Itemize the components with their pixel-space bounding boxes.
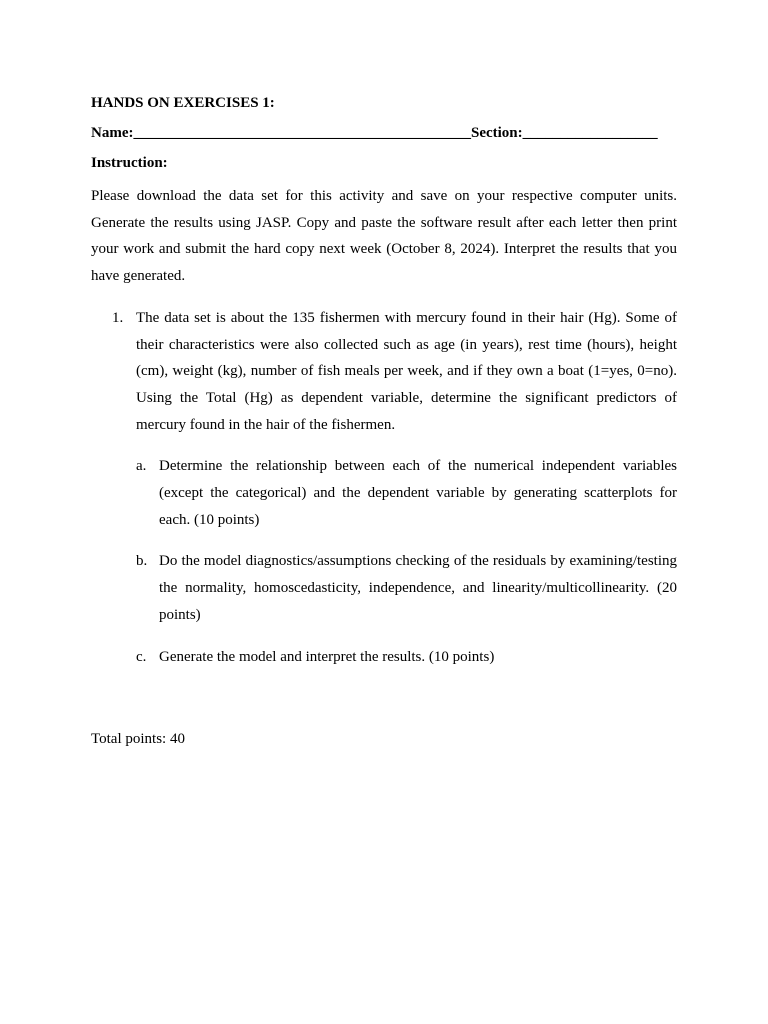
question-list bbox=[91, 305, 677, 670]
sub-item-b bbox=[136, 548, 677, 628]
total-points: Total points: 40 bbox=[91, 731, 185, 748]
sub-item-a bbox=[136, 453, 677, 533]
sub-item-letter: c. bbox=[136, 648, 147, 665]
sub-item-c bbox=[136, 644, 677, 671]
name-section-line: Name:_____________________________________________Section:__________________ bbox=[91, 125, 658, 141]
question-number: 1. bbox=[112, 309, 124, 326]
instruction-text: Please download the data set for this activity and save on your respective computer units. Generate the results using JASP. Copy and paste the software result after each letter then print your work and submit the hard copy next week (October 8, 2024). Interpret the results that you have generated. bbox=[91, 188, 677, 285]
sub-item-letter: b. bbox=[136, 553, 148, 570]
question-item bbox=[91, 305, 677, 670]
document-page bbox=[91, 92, 677, 750]
instruction-label: Instruction: bbox=[91, 155, 168, 171]
sub-item-text: Generate the model and interpret the results. (10 points) bbox=[159, 648, 495, 665]
sub-item-letter: a. bbox=[136, 458, 147, 475]
sub-item-text: Do the model diagnostics/assumptions checking of the residuals by examining/testing the normality, homoscedasticity, independence, and linearity/multicollinearity. (20 points) bbox=[159, 553, 677, 623]
exercise-title: HANDS ON EXERCISES 1: bbox=[91, 95, 275, 111]
sub-item-text: Determine the relationship between each of the numerical independent variables (except the categorical) and the dependent variable by generating scatterplots for each. (10 points) bbox=[159, 458, 677, 528]
sub-item-list bbox=[136, 453, 677, 670]
question-text: The data set is about the 135 fishermen with mercury found in their hair (Hg). Some of their characteristics were also collected such as age (in years), rest time (hours), height (cm), weight (kg), number of fish meals per week, and if they own a boat (1=yes, 0=no). Using the Total (Hg) as dependent variable, determine the significant predictors of mercury found in the hair of the fishermen. bbox=[136, 309, 677, 433]
